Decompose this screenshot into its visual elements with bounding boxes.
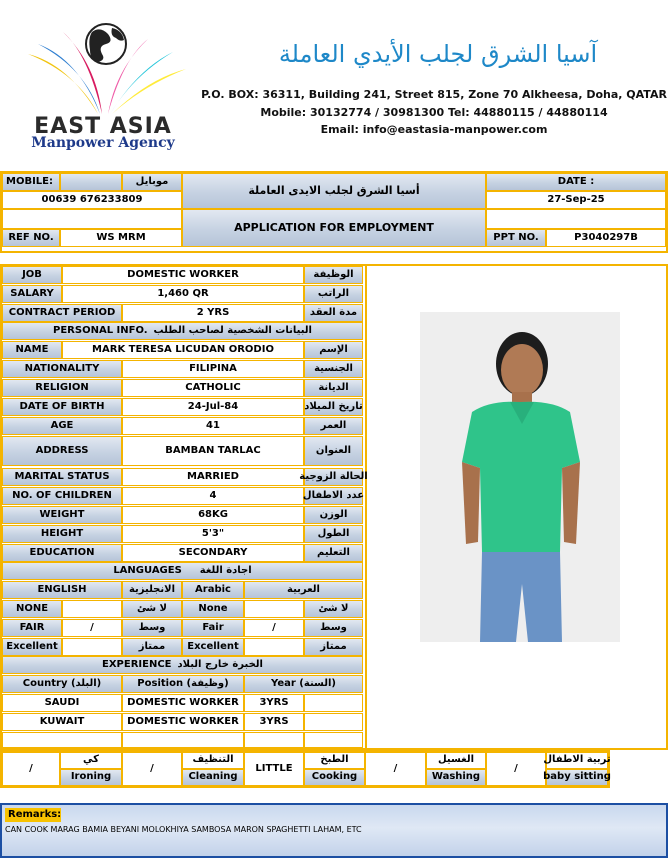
- col-position: Position (وظيفة): [122, 675, 244, 693]
- contract-label-arabic: مدة العقد: [304, 304, 363, 322]
- arb-none-label: None: [182, 600, 244, 618]
- children-label: NO. OF CHILDREN: [2, 487, 122, 505]
- dob-label: DATE OF BIRTH: [2, 398, 122, 416]
- exp-empty: [2, 732, 122, 748]
- skill-babysitting-mark: /: [486, 752, 546, 786]
- marital-status-label-arabic: الحالة الزوجية: [304, 468, 363, 486]
- languages-label-arabic: اجادة اللغة: [199, 564, 252, 576]
- name-label-arabic: الإسم: [304, 341, 363, 359]
- exp-year: 3YRS: [244, 713, 304, 731]
- skill-babysitting-label: baby sitting: [546, 769, 608, 786]
- eng-fair-mark: /: [62, 619, 122, 637]
- salary-value: 1,460 QR: [62, 285, 304, 303]
- person-silhouette-icon: [420, 312, 620, 642]
- exp-extra: [304, 694, 363, 712]
- logo-title: EAST ASIA: [34, 114, 172, 139]
- date-value: 27-Sep-25: [486, 191, 666, 209]
- eng-excellent-label: Excellent: [2, 638, 62, 656]
- remarks-label: Remarks:: [5, 808, 61, 822]
- exp-empty: [304, 732, 363, 748]
- remarks-box: [0, 803, 668, 858]
- weight-label: WEIGHT: [2, 506, 122, 524]
- exp-empty: [122, 732, 244, 748]
- dob-label-arabic: تاريخ الميلاد: [304, 398, 363, 416]
- eng-none-mark: [62, 600, 122, 618]
- skill-ironing-label: Ironing: [60, 769, 122, 786]
- nationality-value: FILIPINA: [122, 360, 304, 378]
- name-value: MARK TERESA LICUDAN ORODIO: [62, 341, 304, 359]
- salary-label: SALARY: [2, 285, 62, 303]
- address-label-arabic: العنوان: [304, 436, 363, 466]
- skill-ironing-mark: /: [2, 752, 60, 786]
- ref-label: REF NO.: [2, 229, 60, 247]
- mobile-label-arabic: موبايل: [122, 173, 182, 191]
- salary-label-arabic: الراتب: [304, 285, 363, 303]
- skill-cooking-mark: LITTLE: [244, 752, 304, 786]
- job-value: DOMESTIC WORKER: [62, 266, 304, 284]
- marital-status-value: MARRIED: [122, 468, 304, 486]
- exp-year: 3YRS: [244, 694, 304, 712]
- arb-excellent-label-arabic: ممتاز: [304, 638, 363, 656]
- religion-label-arabic: الديانة: [304, 379, 363, 397]
- skill-cooking-arabic: الطبخ: [304, 752, 365, 769]
- company-phones: Mobile: 30132774 / 30981300 Tel: 44880115 / 44880114: [260, 106, 608, 119]
- height-value: 5'3": [122, 525, 304, 543]
- arb-fair-label-arabic: وسط: [304, 619, 363, 637]
- experience-header: [2, 656, 363, 674]
- ref-value: WS MRM: [60, 229, 182, 247]
- languages-label: LANGUAGES: [113, 564, 182, 576]
- arb-excellent-mark: [244, 638, 304, 656]
- age-label: AGE: [2, 417, 122, 435]
- skill-washing-label: Washing: [426, 769, 486, 786]
- contract-value: 2 YRS: [122, 304, 304, 322]
- arb-excellent-label: Excellent: [182, 638, 244, 656]
- arb-fair-label: Fair: [182, 619, 244, 637]
- skill-cleaning-arabic: التنظيف: [182, 752, 244, 769]
- english-label-arabic: الانجليزية: [122, 581, 182, 599]
- skill-washing-mark: /: [365, 752, 426, 786]
- date-label: DATE :: [486, 173, 666, 191]
- education-label-arabic: التعليم: [304, 544, 363, 562]
- form-title: APPLICATION FOR EMPLOYMENT: [182, 209, 486, 247]
- skill-ironing-arabic: كي: [60, 752, 122, 769]
- children-value: 4: [122, 487, 304, 505]
- globe-logo-icon: [8, 14, 198, 122]
- applicant-photo: [420, 312, 620, 642]
- eng-excellent-label-arabic: ممتاز: [122, 638, 182, 656]
- personal-info-label: PERSONAL INFO.: [53, 324, 148, 336]
- arabic-label-arabic: العربية: [244, 581, 363, 599]
- languages-header: [2, 562, 363, 580]
- job-label-arabic: الوظيفة: [304, 266, 363, 284]
- religion-value: CATHOLIC: [122, 379, 304, 397]
- logo-subtitle: Manpower Agency: [31, 135, 175, 151]
- exp-country: KUWAIT: [2, 713, 122, 731]
- eng-none-label: NONE: [2, 600, 62, 618]
- experience-label: EXPERIENCE: [102, 658, 172, 670]
- eng-fair-label-arabic: وسط: [122, 619, 182, 637]
- children-label-arabic: عدد الاطفال: [304, 487, 363, 505]
- age-value: 41: [122, 417, 304, 435]
- exp-position: DOMESTIC WORKER: [122, 713, 244, 731]
- skill-cleaning-mark: /: [122, 752, 182, 786]
- skill-cleaning-label: Cleaning: [182, 769, 244, 786]
- company-name-arabic: آسيا الشرق لجلب الأيدي العاملة: [278, 40, 598, 68]
- height-label-arabic: الطول: [304, 525, 363, 543]
- dob-value: 24-Jul-84: [122, 398, 304, 416]
- agency-arabic: أسيا الشرق لجلب الايدى العاملة: [182, 173, 486, 209]
- arb-fair-mark: /: [244, 619, 304, 637]
- exp-extra: [304, 713, 363, 731]
- age-label-arabic: العمر: [304, 417, 363, 435]
- ppt-label: PPT NO.: [486, 229, 546, 247]
- name-label: NAME: [2, 341, 62, 359]
- blank-right: [486, 209, 666, 229]
- address-label: ADDRESS: [2, 436, 122, 466]
- contract-label: CONTRACT PERIOD: [2, 304, 122, 322]
- blank-left: [2, 209, 182, 229]
- english-label: ENGLISH: [2, 581, 122, 599]
- col-country: Country (البلد): [2, 675, 122, 693]
- eng-excellent-mark: [62, 638, 122, 656]
- company-email: Email: info@eastasia-manpower.com: [320, 123, 548, 136]
- address-value: BAMBAN TARLAC: [122, 436, 304, 466]
- personal-info-label-arabic: البيانات الشخصية لصاحب الطلب: [153, 324, 312, 336]
- exp-position: DOMESTIC WORKER: [122, 694, 244, 712]
- skill-cooking-label: Cooking: [304, 769, 365, 786]
- skill-babysitting-arabic: تربية الاطفال: [546, 752, 608, 769]
- weight-label-arabic: الوزن: [304, 506, 363, 524]
- weight-value: 68KG: [122, 506, 304, 524]
- education-label: EDUCATION: [2, 544, 122, 562]
- arb-none-label-arabic: لا شئ: [304, 600, 363, 618]
- job-label: JOB: [2, 266, 62, 284]
- exp-empty: [244, 732, 304, 748]
- experience-label-arabic: الخبرة خارج البلاد: [177, 658, 263, 670]
- height-label: HEIGHT: [2, 525, 122, 543]
- exp-country: SAUDI: [2, 694, 122, 712]
- mobile-blank: [60, 173, 122, 191]
- nationality-label-arabic: الجنسية: [304, 360, 363, 378]
- arb-none-mark: [244, 600, 304, 618]
- eng-none-label-arabic: لا شئ: [122, 600, 182, 618]
- nationality-label: NATIONALITY: [2, 360, 122, 378]
- eng-fair-label: FAIR: [2, 619, 62, 637]
- marital-status-label: MARITAL STATUS: [2, 468, 122, 486]
- mobile-value: 00639 676233809: [2, 191, 182, 209]
- col-year: Year (السنة): [244, 675, 363, 693]
- mobile-label: MOBILE:: [2, 173, 60, 191]
- skill-washing-arabic: الغسيل: [426, 752, 486, 769]
- remarks-text: CAN COOK MARAG BAMIA BEYANI MOLOKHIYA SAMBOSA MARON SPAGHETTI LAHAM, ETC: [5, 825, 362, 834]
- ppt-value: P3040297B: [546, 229, 666, 247]
- education-value: SECONDARY: [122, 544, 304, 562]
- company-logo: [8, 14, 198, 154]
- arabic-label: Arabic: [182, 581, 244, 599]
- religion-label: RELIGION: [2, 379, 122, 397]
- company-address: P.O. BOX: 36311, Building 241, Street 815, Zone 70 Alkheesa, Doha, QATAR: [201, 88, 667, 101]
- personal-info-header: [2, 322, 363, 340]
